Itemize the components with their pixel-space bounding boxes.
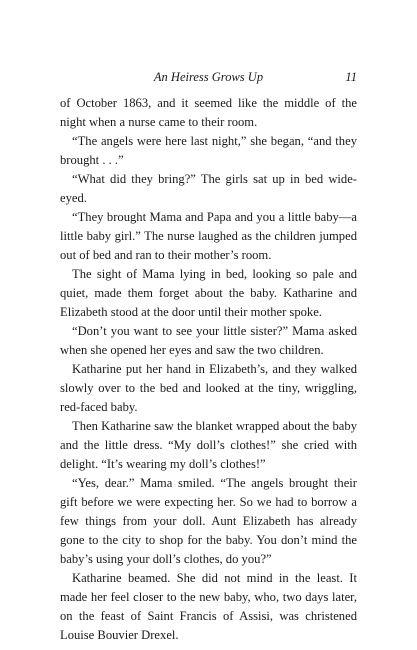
paragraph: “The angels were here last night,” she began, “and they brought . . .” — [60, 134, 357, 167]
paragraph: Then Katharine saw the blanket wrapped about the baby and the little dress. “My doll’s clothes!” she cried with delight. “It’s wearing my doll’s clothes!” — [60, 419, 357, 471]
paragraph: “Yes, dear.” Mama smiled. “The angels brought their gift before we were expecting her. So we had to borrow a few things from your doll. Aunt Elizabeth has already gone to the city to shop for the baby. You don’t mind the baby’s using your doll’s clothes, do you?” — [60, 476, 357, 566]
running-head: An Heiress Grows Up — [153, 70, 264, 84]
paragraph: “They brought Mama and Papa and you a little baby—a little baby girl.” The nurse laughed as the children jumped out of bed and ran to their mother’s room. — [60, 210, 357, 262]
book-page — [60, 70, 357, 645]
body-text — [60, 94, 357, 645]
paragraph: Katharine put her hand in Elizabeth’s, and they walked slowly over to the bed and looked at the tiny, wriggling, red-faced baby. — [60, 362, 357, 414]
paragraph: The sight of Mama lying in bed, looking so pale and quiet, made them forget about the baby. Katharine and Elizabeth stood at the door until their mother spoke. — [60, 267, 357, 319]
page-header — [60, 70, 357, 90]
paragraph: “What did they bring?” The girls sat up in bed wide-eyed. — [60, 172, 357, 205]
paragraph: Katharine beamed. She did not mind in the least. It made her feel closer to the new baby, who, two days later, on the feast of Saint Francis of Assisi, was christened Louise Bouvier Drexel. — [60, 571, 357, 642]
paragraph: “Don’t you want to see your little sister?” Mama asked when she opened her eyes and saw the two children. — [60, 324, 357, 357]
paragraph-continued: of October 1863, and it seemed like the middle of the night when a nurse came to their room. — [60, 96, 357, 129]
page-number: 11 — [345, 70, 357, 84]
